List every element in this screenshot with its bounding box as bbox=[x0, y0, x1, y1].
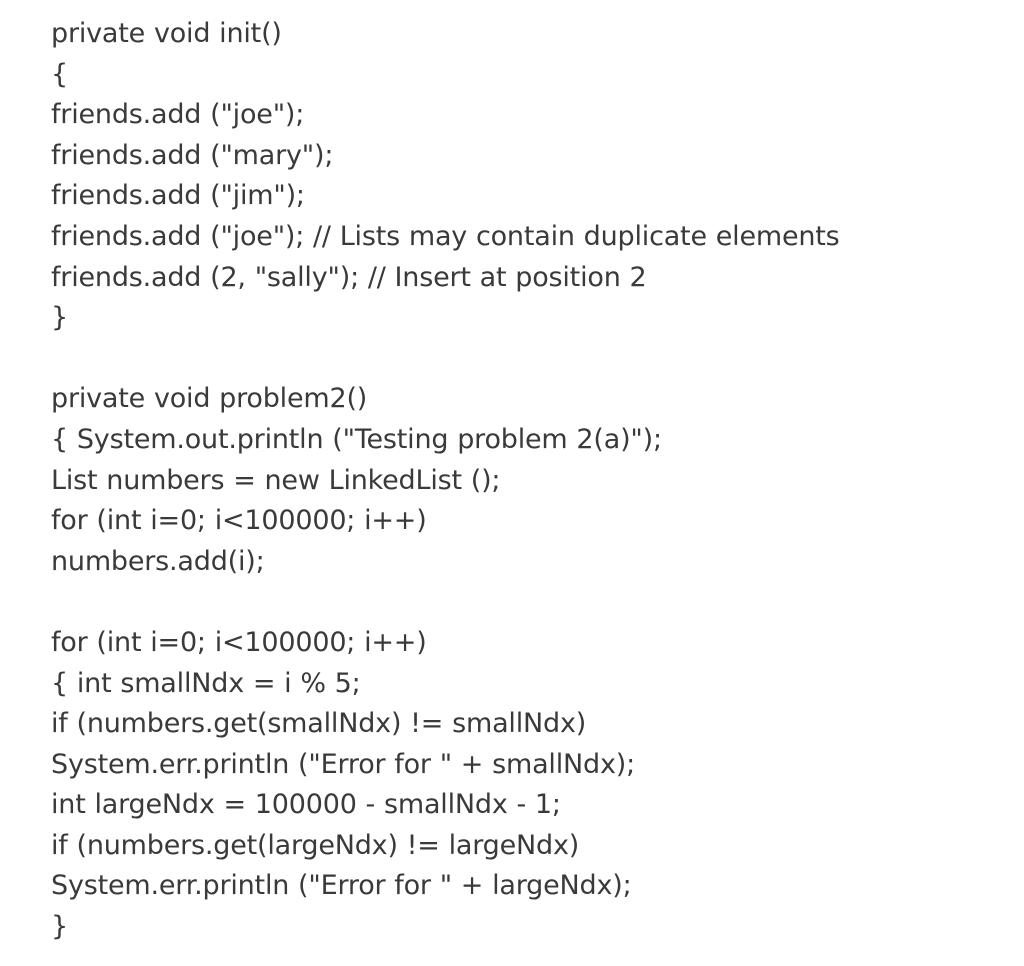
code-line-init-signature: private void init() bbox=[51, 18, 282, 49]
code-line-if-small: if (numbers.get(smallNdx) != smallNdx) bbox=[51, 708, 587, 740]
code-line-large-ndx: int largeNdx = 100000 - smallNdx - 1; bbox=[51, 789, 561, 821]
code-line-add-sally: friends.add (2, "sally"); // Insert at position 2 bbox=[51, 261, 647, 293]
code-line-final-close-brace: } bbox=[51, 911, 68, 943]
code-line-numbers-add: numbers.add(i); bbox=[51, 545, 265, 577]
code-line-err-large: System.err.println ("Error for " + largeNdx); bbox=[51, 870, 632, 902]
code-line-err-small: System.err.println ("Error for " + smallNdx); bbox=[51, 748, 635, 780]
code-line-add-joe-duplicate: friends.add ("joe"); // Lists may contain duplicate elements bbox=[51, 220, 840, 252]
code-line-for-loop-1: for (int i=0; i<100000; i++) bbox=[51, 505, 427, 537]
code-line-println-testing: { System.out.println ("Testing problem 2(a)"); bbox=[51, 423, 662, 455]
code-line-add-mary: friends.add ("mary"); bbox=[51, 139, 334, 171]
blank-line bbox=[51, 339, 1011, 380]
code-line-add-jim: friends.add ("jim"); bbox=[51, 180, 305, 212]
code-line-open-brace: { bbox=[51, 58, 68, 90]
code-line-for-loop-2: for (int i=0; i<100000; i++) bbox=[51, 626, 427, 658]
code-line-problem2-signature: private void problem2() bbox=[51, 383, 368, 415]
code-line-add-joe: friends.add ("joe"); bbox=[51, 99, 305, 131]
code-line-close-brace: } bbox=[51, 302, 68, 334]
code-line-list-declaration: List numbers = new LinkedList (); bbox=[51, 464, 501, 496]
code-line-small-ndx: { int smallNdx = i % 5; bbox=[51, 667, 361, 699]
blank-line bbox=[51, 582, 1011, 623]
code-line-if-large: if (numbers.get(largeNdx) != largeNdx) bbox=[51, 829, 580, 861]
code-document bbox=[51, 14, 1011, 948]
